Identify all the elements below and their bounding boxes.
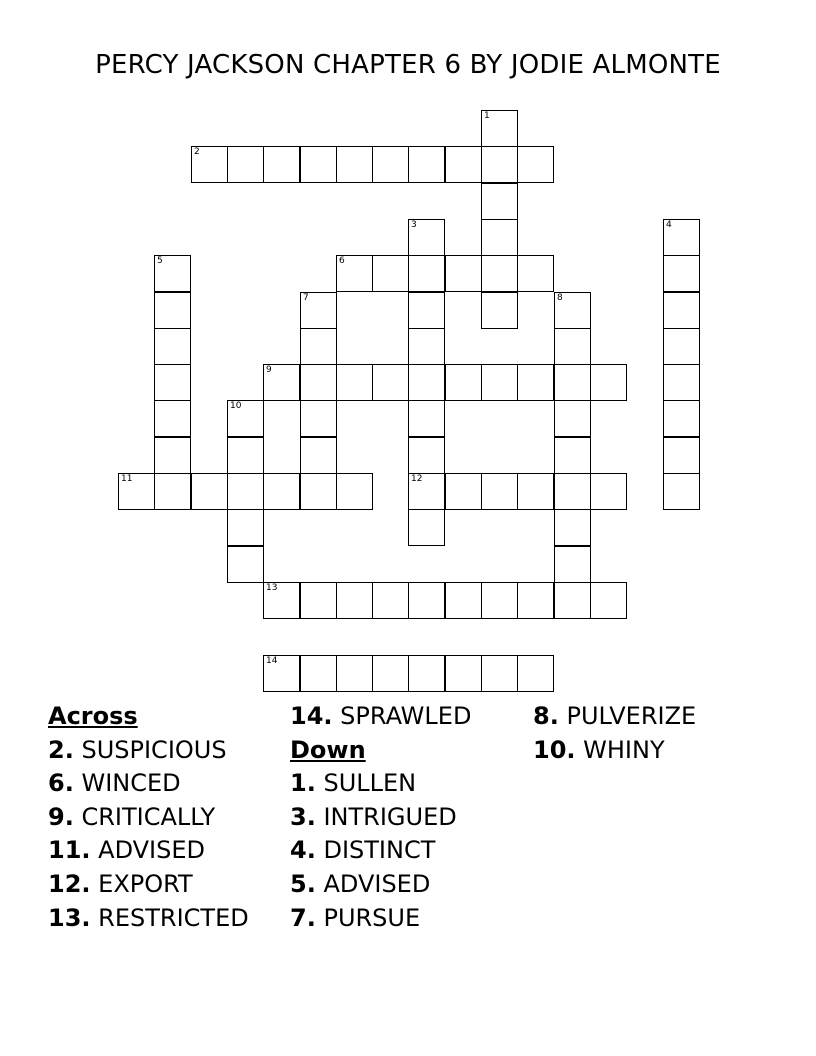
clue-line-number: 3. (290, 802, 316, 831)
clue-line-text: PURSUE (323, 903, 421, 932)
grid-cell[interactable] (336, 255, 373, 292)
grid-cell[interactable] (445, 364, 482, 401)
grid-cell[interactable] (300, 473, 337, 510)
grid-cell[interactable] (263, 364, 300, 401)
clue-line (48, 834, 249, 868)
clue-line-text: EXPORT (98, 869, 193, 898)
grid-cell[interactable] (263, 473, 300, 510)
grid-cell[interactable] (300, 437, 337, 474)
grid-cell[interactable] (481, 219, 518, 256)
clue-line (290, 868, 471, 902)
clue-number: 1 (484, 111, 490, 121)
clue-number: 3 (411, 220, 417, 230)
grid-cell[interactable] (481, 582, 518, 619)
grid-cell[interactable] (408, 328, 445, 365)
clue-line (533, 734, 696, 768)
grid-cell[interactable] (300, 292, 337, 329)
clue-number: 10 (230, 401, 242, 411)
clue-line (533, 700, 696, 734)
grid-cell[interactable] (445, 255, 482, 292)
grid-cell[interactable] (554, 364, 591, 401)
grid-cell[interactable] (663, 364, 700, 401)
grid-cell[interactable] (154, 473, 191, 510)
clue-number: 11 (121, 474, 133, 484)
grid-cell[interactable] (154, 292, 191, 329)
clue-line (48, 801, 249, 835)
grid-cell[interactable] (554, 582, 591, 619)
clue-number: 12 (411, 474, 423, 484)
grid-cell[interactable] (154, 437, 191, 474)
clue-line-number: 2. (48, 735, 74, 764)
clue-number: 14 (266, 656, 278, 666)
grid-cell[interactable] (481, 655, 518, 692)
grid-cell[interactable] (300, 655, 337, 692)
grid-cell[interactable] (663, 400, 700, 437)
grid-cell[interactable] (554, 292, 591, 329)
grid-cell[interactable] (154, 364, 191, 401)
grid-cell[interactable] (554, 328, 591, 365)
grid-cell[interactable] (300, 582, 337, 619)
clue-line (48, 902, 249, 936)
grid-cell[interactable] (663, 437, 700, 474)
grid-cell[interactable] (663, 473, 700, 510)
grid-cell[interactable] (372, 364, 409, 401)
grid-cell[interactable] (663, 328, 700, 365)
grid-cell[interactable] (445, 655, 482, 692)
grid-cell[interactable] (408, 400, 445, 437)
clue-number: 9 (266, 365, 272, 375)
clue-heading: Down (290, 735, 366, 764)
clue-column-3 (533, 700, 696, 767)
grid-cell[interactable] (408, 146, 445, 183)
clue-line (290, 700, 471, 734)
clue-line-text: INTRIGUED (323, 802, 457, 831)
clue-number: 8 (557, 293, 563, 303)
grid-cell[interactable] (154, 255, 191, 292)
grid-cell[interactable] (663, 219, 700, 256)
clue-line-number: 1. (290, 769, 316, 798)
grid-cell[interactable] (445, 473, 482, 510)
clue-line-number: 6. (48, 769, 74, 798)
clue-number: 6 (339, 256, 345, 266)
clue-number: 4 (666, 220, 672, 230)
grid-cell[interactable] (336, 655, 373, 692)
grid-cell[interactable] (336, 582, 373, 619)
grid-cell[interactable] (372, 582, 409, 619)
grid-cell[interactable] (481, 364, 518, 401)
grid-cell[interactable] (481, 473, 518, 510)
grid-cell[interactable] (408, 655, 445, 692)
grid-cell[interactable] (154, 400, 191, 437)
clue-line-number: 4. (290, 836, 316, 865)
grid-cell[interactable] (300, 400, 337, 437)
clue-line-number: 12. (48, 869, 91, 898)
grid-cell[interactable] (336, 364, 373, 401)
clue-line (290, 834, 471, 868)
grid-cell[interactable] (372, 255, 409, 292)
grid-cell[interactable] (191, 473, 228, 510)
grid-cell[interactable] (517, 146, 554, 183)
clue-line-number: 5. (290, 869, 316, 898)
clue-line-number: 14. (290, 702, 333, 730)
clue-column-2 (290, 700, 471, 935)
grid-cell[interactable] (590, 364, 627, 401)
grid-cell[interactable] (408, 292, 445, 329)
clue-line-text: SULLEN (323, 769, 417, 798)
clue-line-number: 13. (48, 903, 91, 932)
grid-cell[interactable] (263, 146, 300, 183)
grid-cell[interactable] (481, 183, 518, 220)
grid-cell[interactable] (481, 255, 518, 292)
grid-cell[interactable] (227, 400, 264, 437)
clue-number: 2 (194, 147, 200, 157)
clue-line-text: SUSPICIOUS (81, 735, 227, 764)
grid-cell[interactable] (372, 146, 409, 183)
clue-line-number: 11. (48, 836, 91, 865)
grid-cell[interactable] (227, 473, 264, 510)
clue-number: 5 (157, 256, 163, 266)
grid-cell[interactable] (590, 582, 627, 619)
clue-line-number: 9. (48, 802, 74, 831)
clue-line-text: DISTINCT (323, 836, 436, 865)
clue-heading: Across (48, 702, 138, 730)
grid-cell[interactable] (517, 582, 554, 619)
grid-cell[interactable] (517, 473, 554, 510)
puzzle-title: PERCY JACKSON CHAPTER 6 BY JODIE ALMONTE (95, 50, 721, 80)
grid-cell[interactable] (336, 473, 373, 510)
clue-number: 7 (303, 293, 309, 303)
clue-line-text: RESTRICTED (98, 903, 249, 932)
grid-cell[interactable] (517, 364, 554, 401)
grid-cell[interactable] (300, 364, 337, 401)
clue-line-text: PULVERIZE (566, 702, 697, 730)
grid-cell[interactable] (554, 509, 591, 546)
grid-cell[interactable] (408, 219, 445, 256)
grid-cell[interactable] (517, 655, 554, 692)
grid-cell[interactable] (554, 437, 591, 474)
grid-cell[interactable] (554, 473, 591, 510)
grid-cell[interactable] (408, 582, 445, 619)
grid-cell[interactable] (554, 400, 591, 437)
clue-line-number: 10. (533, 735, 576, 764)
grid-cell[interactable] (227, 146, 264, 183)
clue-line (290, 801, 471, 835)
clue-line (290, 767, 471, 801)
clue-line-text: CRITICALLY (81, 802, 216, 831)
clue-line (290, 902, 471, 936)
grid-cell[interactable] (408, 509, 445, 546)
grid-cell[interactable] (372, 655, 409, 692)
clue-line-text: ADVISED (323, 869, 431, 898)
grid-cell[interactable] (336, 146, 373, 183)
clue-line-number: 7. (290, 903, 316, 932)
grid-cell[interactable] (227, 509, 264, 546)
grid-cell[interactable] (445, 582, 482, 619)
clue-line (48, 734, 249, 768)
grid-cell[interactable] (191, 146, 228, 183)
grid-cell[interactable] (663, 292, 700, 329)
grid-cell[interactable] (118, 473, 155, 510)
grid-cell[interactable] (408, 364, 445, 401)
grid-cell[interactable] (300, 146, 337, 183)
grid-cell[interactable] (590, 473, 627, 510)
clue-line-text: ADVISED (98, 836, 206, 865)
grid-cell[interactable] (663, 255, 700, 292)
clue-line-text: WINCED (81, 769, 181, 798)
grid-cell[interactable] (227, 437, 264, 474)
clue-line-text: SPRAWLED (340, 702, 472, 730)
grid-cell[interactable] (263, 582, 300, 619)
clue-line (48, 767, 249, 801)
grid-cell[interactable] (445, 146, 482, 183)
grid-cell[interactable] (154, 328, 191, 365)
clue-line (48, 868, 249, 902)
grid-cell[interactable] (408, 255, 445, 292)
clue-number: 13 (266, 583, 278, 593)
grid-cell[interactable] (300, 328, 337, 365)
grid-cell[interactable] (408, 437, 445, 474)
grid-cell[interactable] (554, 546, 591, 583)
clue-line-number: 8. (533, 702, 559, 730)
grid-cell[interactable] (517, 255, 554, 292)
grid-cell[interactable] (263, 655, 300, 692)
clue-column-1 (48, 700, 249, 935)
grid-cell[interactable] (227, 546, 264, 583)
clue-line-text: WHINY (583, 735, 665, 764)
grid-cell[interactable] (481, 146, 518, 183)
grid-cell[interactable] (481, 292, 518, 329)
grid-cell[interactable] (481, 110, 518, 147)
grid-cell[interactable] (408, 473, 445, 510)
